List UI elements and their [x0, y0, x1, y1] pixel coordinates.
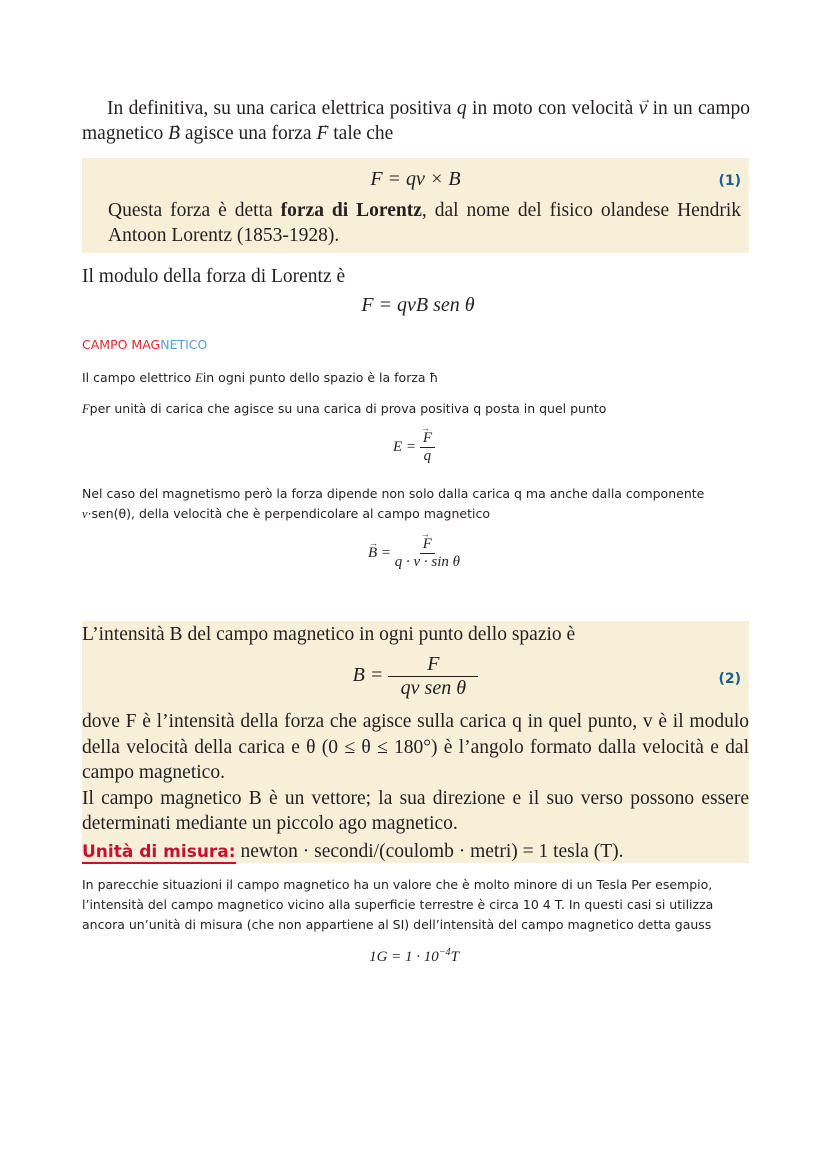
- text: q: [456, 98, 467, 119]
- box2-formula: [82, 653, 749, 700]
- text: in moto con velocità: [466, 98, 639, 119]
- text: ·sen(θ), della velocità che è perpendicolare al campo magnetico: [87, 506, 490, 521]
- box2-title: L’intensità B del campo magnetico in ogni punto dello spazio è: [82, 624, 576, 645]
- text: dove F è l’intensità della forza che agisce sulla carica q in quel punto, v è il modulo della velocità della carica e θ (0 ≤ θ ≤ 180°) è l’angolo formato dalla velocità e dal campo magnetico.: [82, 711, 749, 783]
- text: q · v · sin θ: [394, 554, 461, 570]
- text: tale che: [328, 123, 394, 144]
- text: CAMPO MAG: [82, 337, 161, 352]
- text: agisce una forza: [180, 123, 317, 144]
- text: F: [388, 653, 478, 677]
- text: F: [82, 402, 90, 416]
- modulo-text: Il modulo della forza di Lorentz è: [82, 266, 346, 287]
- note-line-2: [82, 399, 606, 419]
- box2-text: [82, 709, 749, 865]
- section-title: [82, 337, 207, 352]
- text: → v: [639, 96, 648, 121]
- note-paragraph-2: [82, 484, 762, 524]
- text: Nel caso del magnetismo però la forza dipende non solo dalla carica q ma anche dalla componente: [82, 486, 705, 501]
- text: E =: [393, 438, 417, 455]
- text: → B =: [368, 545, 391, 562]
- text: T: [450, 949, 459, 965]
- text: , dal nome del fisico olandese Hendrik Antoon Lorentz (1853-1928).: [108, 200, 741, 246]
- text: Questa forza è detta: [108, 200, 281, 221]
- intensity-box: [82, 621, 749, 863]
- text: Il campo elettrico: [82, 370, 196, 385]
- text: E: [195, 371, 203, 385]
- text: in ogni punto dello spazio è la forza: [202, 370, 430, 385]
- electric-field-formula: [0, 430, 828, 465]
- gauss-formula: [0, 947, 828, 966]
- text: ħ: [429, 370, 439, 385]
- text: Il campo magnetico B è un vettore; la sua direzione e il suo verso possono essere determinati mediante un piccolo ago magnetico.: [82, 787, 749, 834]
- text: qv sen θ: [400, 677, 467, 699]
- text: NETICO: [160, 337, 208, 352]
- text: 1G = 1 · 10: [369, 949, 439, 965]
- text: In definitiva, su una carica elettrica positiva: [107, 98, 457, 119]
- text: B =: [352, 664, 384, 687]
- magnetic-field-formula: [0, 536, 828, 571]
- text: Unità di misura:: [82, 841, 236, 862]
- text: → F: [420, 536, 435, 554]
- text: per unità di carica che agisce su una carica di prova positiva q posta in quel punto: [89, 401, 607, 416]
- modulo-formula: F = qvB sen θ: [361, 294, 475, 316]
- lorentz-box: [82, 158, 749, 253]
- text: v: [82, 507, 88, 521]
- text: newton · secondi/(coulomb · metri) = 1 tesla (T).: [235, 840, 624, 862]
- text: −4: [438, 947, 451, 958]
- text: → F: [316, 121, 328, 146]
- intro-paragraph: [82, 96, 750, 146]
- lorentz-formula: F = qv × B: [370, 168, 461, 190]
- lorentz-text: [108, 198, 741, 248]
- equation-number: (2): [718, 671, 741, 687]
- text: in un campo magnetico: [82, 98, 750, 144]
- note-line-1: [82, 368, 438, 388]
- text: → F: [420, 430, 435, 448]
- equation-number: (1): [718, 173, 741, 189]
- text: forza di Lorentz: [280, 200, 422, 221]
- gauss-paragraph: In parecchie situazioni il campo magnetico ha un valore che è molto minore di un Tesla Per esempio, l’intensità del campo magnetico vicino alla superficie terrestre è circa 10 4 T. In questi casi si utilizza ancora un’unità di misura (che non appartiene al SI) dell’intensità del campo magnetico detta gauss: [82, 877, 714, 932]
- text: q: [423, 448, 432, 464]
- text: → B: [168, 121, 180, 146]
